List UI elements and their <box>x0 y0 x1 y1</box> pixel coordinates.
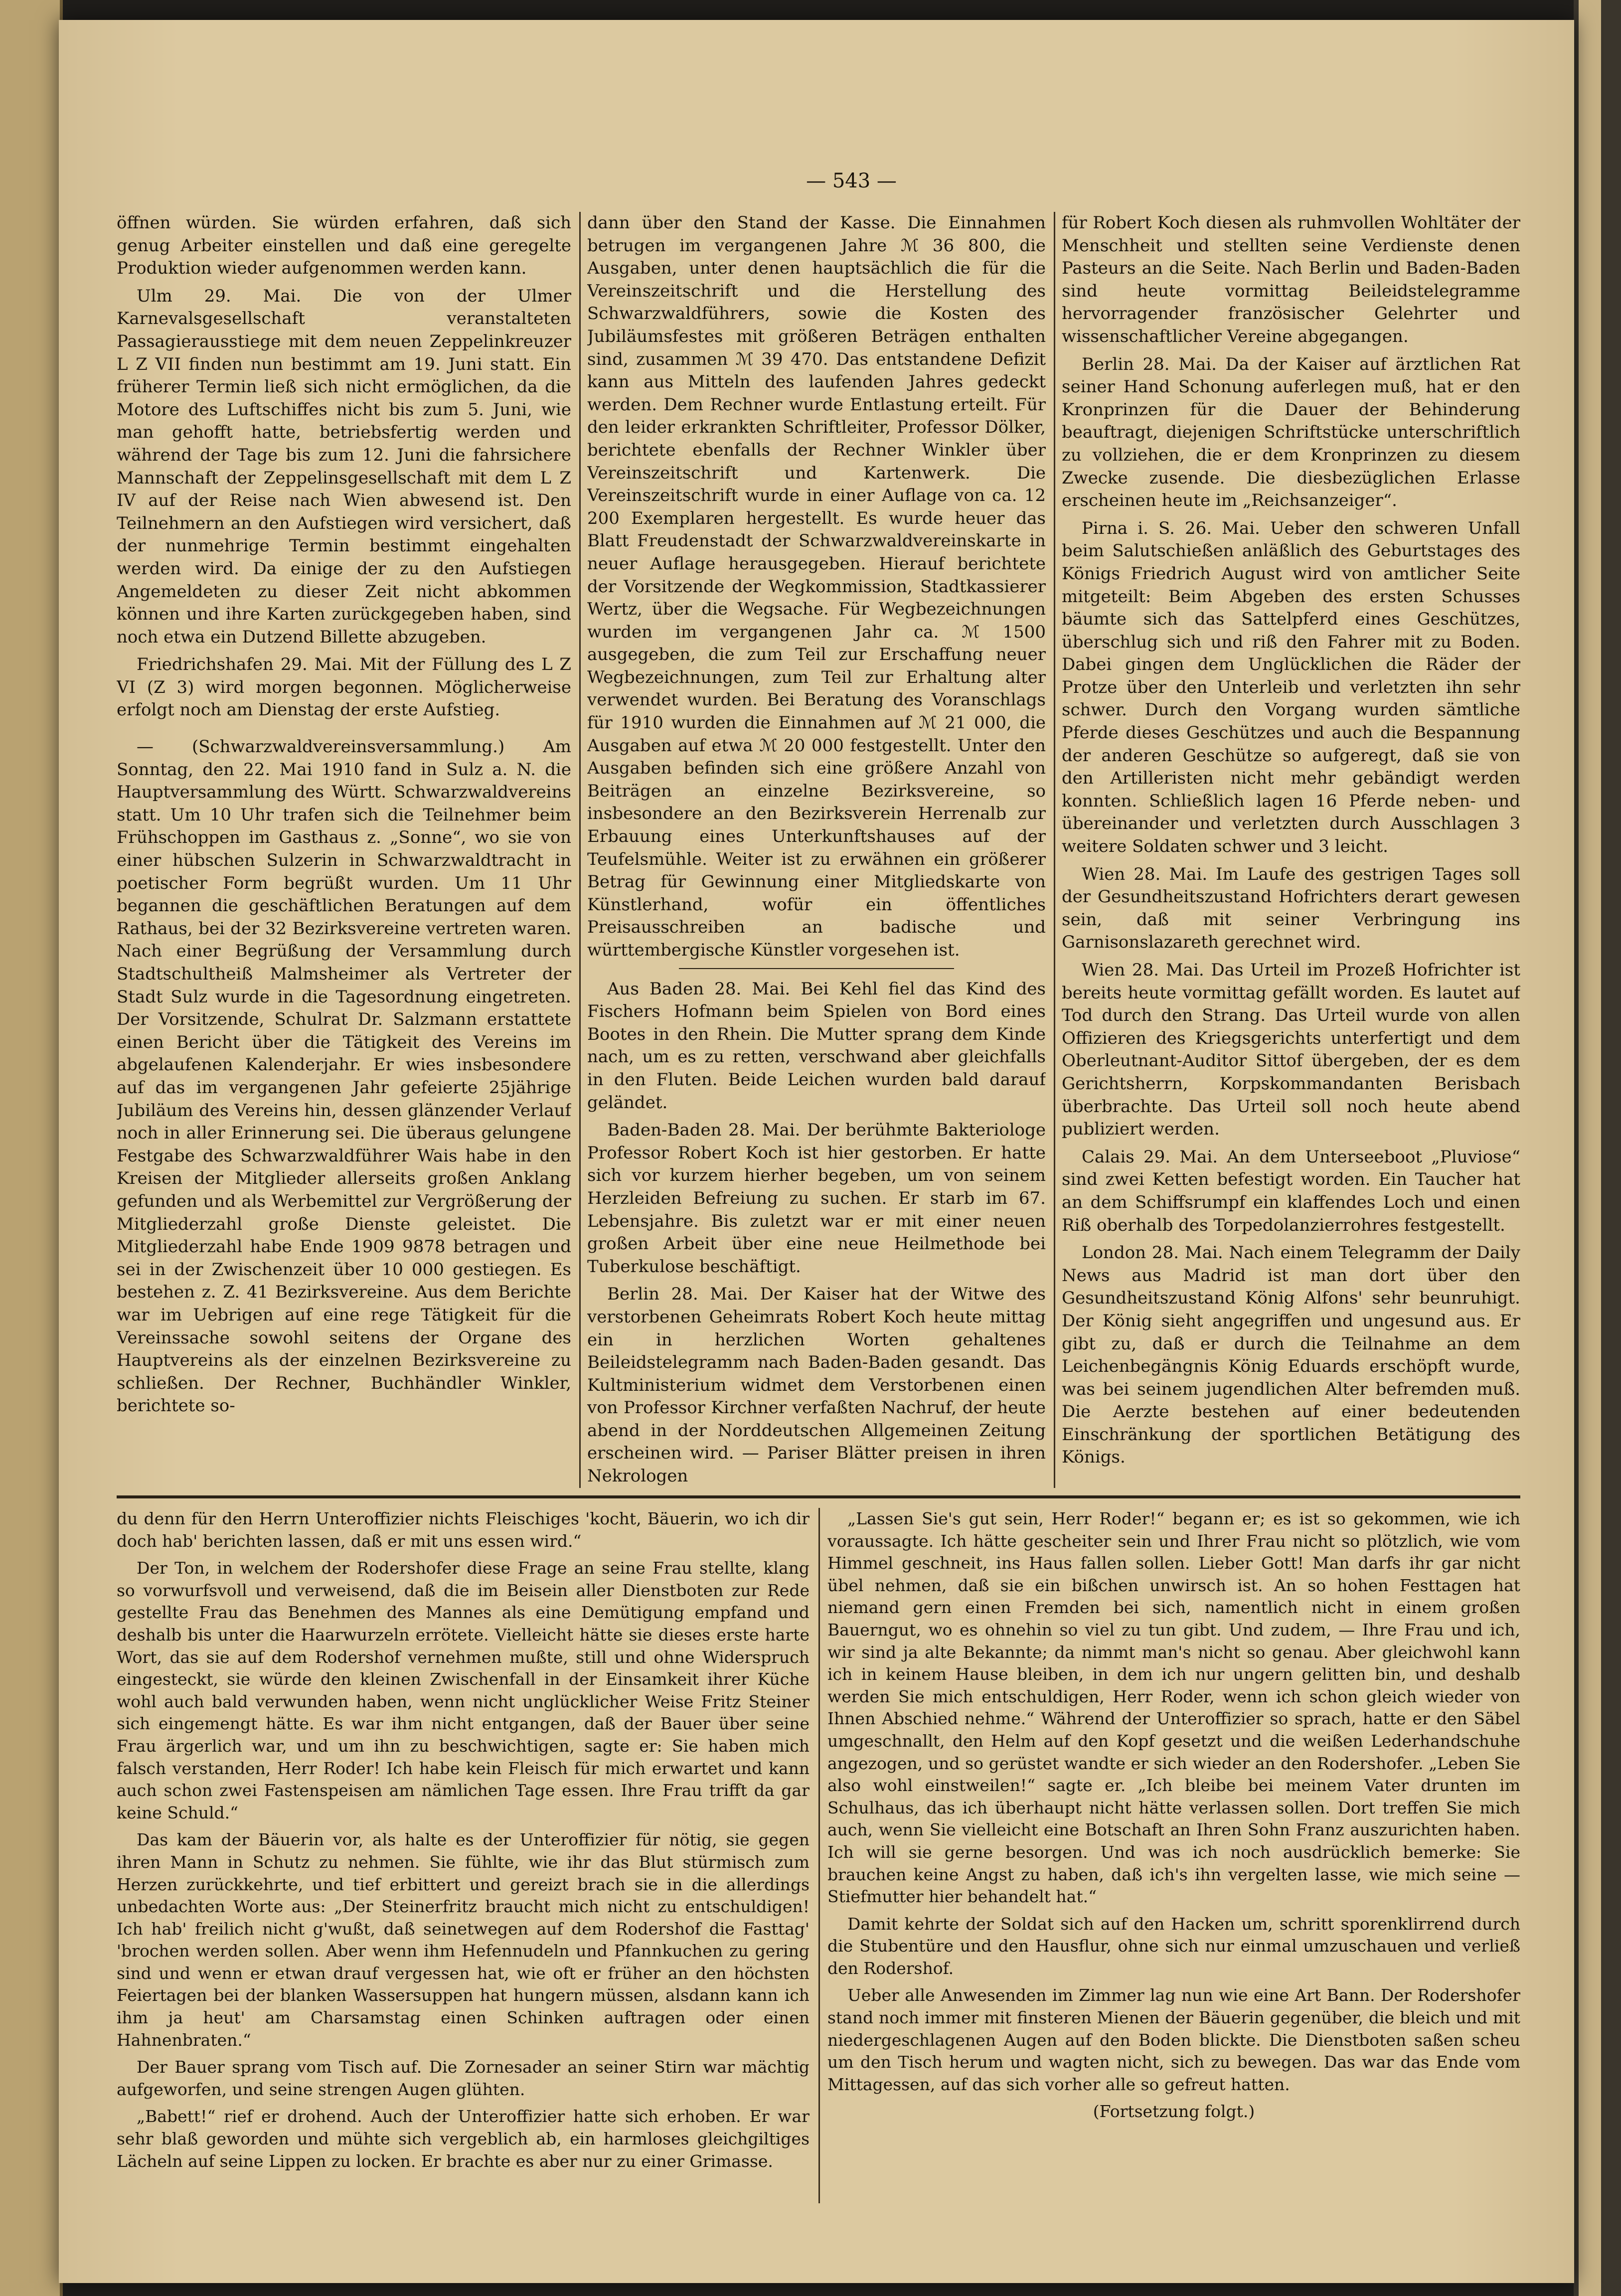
book-edge <box>1574 0 1621 2296</box>
paragraph: London 28. Mai. Nach einem Telegramm der Daily News aus Madrid ist man dort über den Gesundheitszustand König Alfons' sehr beunruhigt. Der König sieht angegriffen und ungesund aus. Er gibt zu, daß er durch die Teilnahme an dem Leichenbegängnis König Eduards erschöpft wurde, was bei seinem jugendlichen Alter befremden muß. Die Aerzte bestehen auf einer bedeutenden Einschränkung der sportlichen Betätigung des Königs. <box>1062 1243 1520 1468</box>
paragraph: Baden-Baden 28. Mai. Der berühmte Bakteriologe Professor Robert Koch ist hier gestorben. Er hatte sich vor kurzem hierher begeben, um von seinem Herzleiden Befreiung zu suchen. Er starb im 67. Lebensjahre. Bis zuletzt war er mit einer neuen großen Arbeit über eine neue Heilmethode bei Tuberkulose beschäftigt. <box>587 1120 1046 1277</box>
paragraph: Berlin 28. Mai. Der Kaiser hat der Witwe des verstorbenen Geheimrats Robert Koch heute mittag ein in herzlichen Worten gehaltenes Beileidstelegramm nach Baden-Baden gesandt. Das Kultministerium widmet dem Verstorbenen einen von Professor Kirchner verfaßten Nachruf, der heute abend in der Norddeutschen Allgemeinen Zeitung erscheinen wird. — Pariser Blätter preisen in ihren Nekrologen <box>587 1284 1046 1486</box>
paragraph: Berlin 28. Mai. Da der Kaiser auf ärztlichen Rat seiner Hand Schonung auferlegen muß, hat er den Kronprinzen für die Dauer der Behinderung beauftragt, diejenigen Schriftstücke unterschriftlich zu vollziehen, die er dem Kronprinzen zu diesem Zwecke zusende. Die diesbezüglichen Erlasse erscheinen heute im „Reichsanzeiger“. <box>1062 354 1520 511</box>
paragraph: Friedrichshafen 29. Mai. Mit der Füllung des L Z VI (Z 3) wird morgen begonnen. Möglicherweise erfolgt noch am Dienstag der erste Aufstieg. <box>117 655 571 720</box>
paragraph: Der Bauer sprang vom Tisch auf. Die Zornesader an seiner Stirn war mächtig aufgeworfen, und seine strengen Augen glühten. <box>117 2057 810 2099</box>
paragraph: Aus Baden 28. Mai. Bei Kehl fiel das Kind des Fischers Hofmann beim Spielen von Bord eines Bootes in den Rhein. Die Mutter sprang dem Kinde nach, um es zu retten, verschwand aber gleichfalls in den Fluten. Beide Leichen wurden bald darauf geländet. <box>587 979 1046 1113</box>
column-rule <box>1054 212 1055 1488</box>
paragraph: Ulm 29. Mai. Die von der Ulmer Karnevalsgesellschaft veranstalteten Passagierausstiege mit dem neuen Zeppelinkreuzer L Z VII finden nun bestimmt am 19. Juni statt. Ein früherer Termin ließ sich nicht ermöglichen, da die Motore des Luftschiffes nicht bis zum 5. Juni, wie man gehofft hatte, betriebsfertig werden und während der Tage bis zum 12. Juni die fahrsichere Mannschaft der Zeppelinsgesellschaft mit dem L Z IV auf der Reise nach Wien abwesend ist. Den Teilnehmern an den Aufstiegen wird versichert, daß der nunmehrige Termin bestimmt eingehalten werden wird. Da einige der zu den Aufstiegen Angemeldeten zu dieser Zeit nicht abkommen können und ihre Karten zurückgegeben haben, sind noch etwa ein Dutzend Billette abzugeben. <box>117 286 571 647</box>
paragraph: Wien 28. Mai. Das Urteil im Prozeß Hofrichter ist bereits heute vormittag gefällt worden. Es lautet auf Tod durch den Strang. Das Urteil wurde von allen Offizieren des Kriegsgerichts unterfertigt und dem Oberleutnant-Auditor Sittof übergeben, der es dem Gerichtsherrn, Korpskommandanten Berisbach überbrachte. Das Urteil soll noch heute abend publiziert werden. <box>1062 960 1520 1140</box>
paragraph: Pirna i. S. 26. Mai. Ueber den schweren Unfall beim Salutschießen anläßlich des Geburtstages des Königs Friedrich August wird von amtlicher Seite mitgeteilt: Beim Abgeben des ersten Schusses bäumte sich das Sattelpferd eines Geschützes, überschlug sich und riß den Fahrer mit zu Boden. Dabei gingen dem Unglücklichen die Räder der Protze über den Unterleib und verletzten ihn sehr schwer. Durch den Vorgang wurden sämtliche Pferde dieses Geschützes und auch die Bespannung der anderen Geschütze so aufgeregt, daß sie von den Artilleristen nicht mehr gebändigt werden konnten. Schließlich lagen 16 Pferde neben- und übereinander und verletzten durch Ausschlagen 3 weitere Soldaten schwer und 3 leicht. <box>1062 518 1520 857</box>
section-divider <box>679 968 954 969</box>
paragraph: du denn für den Herrn Unteroffizier nichts Fleischiges 'kocht, Bäuerin, wo ich dir doch hab' berichten lassen, daß er mit uns essen wird.“ <box>117 1509 810 1551</box>
bottom-column-1 <box>117 1508 810 2203</box>
paragraph: öffnen würden. Sie würden erfahren, daß sich genug Arbeiter einstellen und daß eine geregelte Produktion wieder aufgenommen werden kann. <box>117 213 571 279</box>
paragraph: Damit kehrte der Soldat sich auf den Hacken um, schritt sporenklirrend durch die Stubentüre und den Hausflur, ohne sich nur einmal umzuschauen und verließ den Rodershof. <box>827 1914 1520 1978</box>
page-number: — 543 — <box>806 169 897 192</box>
feuilleton-separator <box>117 1495 1520 1498</box>
paragraph: „Lassen Sie's gut sein, Herr Roder!“ begann er; es ist so gekommen, wie ich voraussagte. Ich hätte gescheiter sein und Ihrer Frau nicht so plötzlich, wie vom Himmel geschneit, ins Haus fallen sollen. Lieber Gott! Man darfs ihr gar nicht übel nehmen, daß sie ein bißchen unwirsch ist. An so hohen Festtagen hat niemand gern einen Fremden bei sich, namentlich nicht in einem großen Bauerngut, wo es ohnehin so viel zu tun gibt. Und zudem, — Ihre Frau und ich, wir sind ja alte Bekannte; da nimmt man's nicht so genau. Aber gleichwohl kann ich in keinem Hause bleiben, in dem ich nur ungern gelitten bin, und deshalb werden Sie mich entschuldigen, Herr Roder, wenn ich schon gleich wieder von Ihnen Abschied nehme.“ Während der Unteroffizier so sprach, hatte er den Säbel umgeschnallt, den Helm auf den Kopf gesetzt und die weißen Lederhandschuhe angezogen, und so gerüstet wandte er sich wieder an den Rodershofer. „Leben Sie also wohl einstweilen!“ sagte er. „Ich bleibe bei meinem Vater drunten im Schulhaus, das ich überhaupt nicht hätte verlassen sollen. Dort treffen Sie mich auch, wenn Sie vielleicht eine Botschaft an Ihren Sohn Franz auszurichten haben. Ich will sie gerne besorgen. Und was ich noch ausdrücklich bemerke: Sie brauchen keine Angst zu haben, daß ich's ihn vergelten lasse, wie mich seine — Stiefmutter hier behandelt hat.“ <box>827 1509 1520 1907</box>
paragraph: Ueber alle Anwesenden im Zimmer lag nun wie eine Art Bann. Der Rodershofer stand noch immer mit finsteren Mienen der Bäuerin gegenüber, die bleich und mit niedergeschlagenen Augen auf den Boden blickte. Die Dienstboten saßen scheu um den Tisch herum und wagten nicht, sich zu bewegen. Das war das Ende vom Mittagessen, auf das sich vorher alle so gefreut hatten. <box>827 1985 1520 2094</box>
top-column-3 <box>1062 212 1520 1488</box>
paragraph: für Robert Koch diesen als ruhmvollen Wohltäter der Menschheit und stellten seine Verdienste denen Pasteurs an die Seite. Nach Berlin und Baden-Baden sind heute vormittag Beileidstelegramme hervorragender französischer Gelehrter und wissenschaftlicher Vereine abgegangen. <box>1062 213 1520 346</box>
previous-page-edge <box>0 0 63 2296</box>
column-rule <box>579 212 581 1488</box>
paragraph: Wien 28. Mai. Im Laufe des gestrigen Tages soll der Gesundheitszustand Hofrichters derart gewesen sein, daß mit seiner Verbringung ins Garnisonslazareth gerechnet wird. <box>1062 864 1520 953</box>
column-rule <box>818 1508 820 2203</box>
paragraph: dann über den Stand der Kasse. Die Einnahmen betrugen im vergangenen Jahre ℳ 36 800, die Ausgaben, unter denen hauptsächlich die für die Vereinszeitschrift und die Herstellung des Schwarzwaldführers, sowie die Kosten des Jubiläumsfestes mit größeren Beträgen enthalten sind, zusammen ℳ 39 470. Das entstandene Defizit kann aus Mitteln des laufenden Jahres gedeckt werden. Dem Rechner wurde Entlastung erteilt. Für den leider erkrankten Schriftleiter, Professor Dölker, berichtete ebenfalls der Rechner Winkler über Vereinszeitschrift und Kartenwerk. Die Vereinszeitschrift wurde in einer Auflage von ca. 12 200 Exemplaren hergestellt. Es wurde heuer das Blatt Freudenstadt der Schwarzwaldvereinskarte in neuer Auflage herausgegeben. Hierauf berichtete der Vorsitzende der Wegkommission, Stadtkassierer Wertz, über die Wegsache. Für Wegbezeichnungen wurden im vergangenen Jahr ca. ℳ 1500 ausgegeben, die zum Teil zur Erschaffung neuer Wegbezeichnungen, zum Teil zur Erhaltung alter verwendet wurden. Bei Beratung des Voranschlags für 1910 wurden die Einnahmen auf ℳ 21 000, die Ausgaben auf etwa ℳ 20 000 festgestellt. Unter den Ausgaben befinden sich eine größere Anzahl von Beiträgen an einzelne Bezirksvereine, so insbesondere an den Bezirksverein Herrenalb zur Erbauung eines Unterkunftshauses auf der Teufelsmühle. Weiter ist zu erwähnen ein größerer Betrag für Gewinnung einer Mitgliedskarte von Künstlerhand, wofür ein öffentliches Preisausschreiben an badische und württembergische Künstler vorgesehen ist. <box>587 213 1046 960</box>
paragraph: — (Schwarzwaldvereinsversammlung.) Am Sonntag, den 22. Mai 1910 fand in Sulz a. N. die Hauptversammlung des Württ. Schwarzwaldvereins statt. Um 10 Uhr trafen sich die Teilnehmer beim Frühschoppen im Gasthaus z. „Sonne“, wo sie von einer hübschen Sulzerin in Schwarzwaldtracht in poetischer Form begrüßt wurden. Um 11 Uhr begannen die geschäftlichen Beratungen auf dem Rathaus, bei der 32 Bezirksvereine vertreten waren. Nach einer Begrüßung der Versammlung durch Stadtschultheiß Malmsheimer als Vertreter der Stadt Sulz wurde in die Tagesordnung eingetreten. Der Vorsitzende, Schulrat Dr. Salzmann erstattete einen Bericht über die Tätigkeit des Vereins im abgelaufenen Kalenderjahr. Er wies insbesondere auf das im vergangenen Jahr gefeierte 25jährige Jubiläum des Vereins hin, dessen glänzender Verlauf noch in aller Erinnerung sei. Die überaus gelungene Festgabe des Schwarzwaldführer Wais habe in den Kreisen der Mitglieder allerseits großen Anklang gefunden und als Werbemittel zur Vergrößerung der Mitgliederzahl große Dienste geleistet. Die Mitgliederzahl habe Ende 1909 9878 betragen und sei in der Zwischenzeit über 10 000 gestiegen. Es bestehen z. Z. 41 Bezirksvereine. Aus dem Berichte war im Uebrigen auf eine rege Tätigkeit für die Vereinssache sowohl seitens der Organe des Hauptvereins als der einzelnen Bezirksvereine zu schließen. Der Rechner, Buchhändler Winkler, berichtete so- <box>117 737 571 1416</box>
newspaper-page <box>59 20 1574 2283</box>
bottom-column-2 <box>827 1508 1520 2203</box>
paragraph: Das kam der Bäuerin vor, als halte es der Unteroffizier für nötig, sie gegen ihren Mann in Schutz zu nehmen. Sie fühlte, wie ihr das Blut stürmisch zum Herzen zurückkehrte, und tief erbittert und gereizt brach sie in die allerdings unbedachten Worte aus: „Der Steinerfritz braucht mich nicht zu entschuldigen! Ich hab' freilich nicht g'wußt, daß seinetwegen auf dem Rodershof die Fasttag' 'brochen werden sollen. Aber wenn ihm Hefennudeln und Pfannkuchen zu gering sind und wenn er etwan drauf vergessen hat, wie oft er früher an den höchsten Feiertagen bei der blanken Wassersuppen hat hungern müssen, alsdann kann ich ihm ja heut' am Charsamstag einen Schinken auftragen oder einen Hahnenbraten.“ <box>117 1830 810 2050</box>
paragraph: Calais 29. Mai. An dem Unterseeboot „Pluviose“ sind zwei Ketten befestigt worden. Ein Taucher hat an dem Schiffsrumpf ein klaffendes Loch und einen Riß oberhalb des Torpedolanzierrohres festgestellt. <box>1062 1147 1520 1235</box>
paragraph: Der Ton, in welchem der Rodershofer diese Frage an seine Frau stellte, klang so vorwurfsvoll und verweisend, daß die im Beisein aller Dienstboten zur Rede gestellte Frau das Benehmen des Mannes als eine Demütigung empfand und deshalb bis unter die Haarwurzeln errötete. Vielleicht hätte sie dieses erste harte Wort, das sie auf dem Rodershof vernehmen mußte, still und ohne Widerspruch eingesteckt, sie würde den kleinen Zwischenfall in der Einsamkeit ihrer Küche wohl auch bald verwunden haben, wenn nicht unglücklicher Weise Fritz Steiner sich eingemengt hätte. Es war ihm nicht entgangen, daß der Bauer über seine Frau ärgerlich war, und um ihn zu beschwichtigen, sagte er: Sie haben mich falsch verstanden, Herr Roder! Ich habe kein Fleisch für mich erwartet und kann auch schon zwei Fastenspeisen am nämlichen Tage essen. Ihre Frau trifft da gar keine Schuld.“ <box>117 1558 810 1822</box>
continuation-note: (Fortsetzung folgt.) <box>1093 2102 1255 2122</box>
paragraph: „Babett!“ rief er drohend. Auch der Unteroffizier hatte sich erhoben. Er war sehr blaß geworden und mühte sich vergeblich ab, ein harmloses gleichgiltiges Lächeln auf seine Lippen zu locken. Er brachte es aber nur zu einer Grimasse. <box>117 2107 810 2171</box>
top-column-1 <box>117 212 571 1488</box>
top-column-2 <box>587 212 1046 1488</box>
